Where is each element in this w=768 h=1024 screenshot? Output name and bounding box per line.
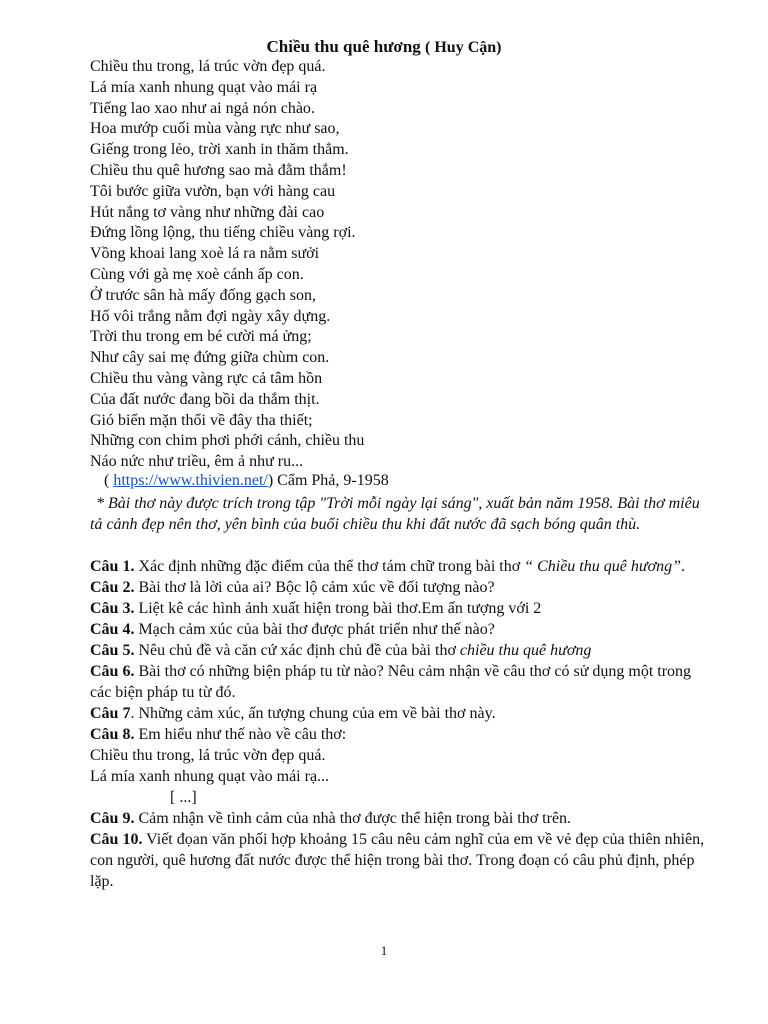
question-1 bbox=[90, 556, 712, 577]
question-tail: . bbox=[681, 558, 685, 575]
question-text: . Những cảm xúc, ấn tượng chung của em về bài thơ này. bbox=[130, 705, 496, 722]
poem-line: Chiều thu trong, lá trúc vờn đẹp quá. bbox=[90, 58, 326, 75]
question-number: Câu 4. bbox=[90, 621, 135, 638]
poem-line: Tiếng lao xao như ai ngả nón chào. bbox=[90, 99, 315, 117]
question-number: Câu 2. bbox=[90, 579, 135, 596]
question-7 bbox=[90, 703, 712, 724]
question-4 bbox=[90, 619, 712, 640]
poem-line: Chiều thu vàng vàng rực cả tâm hồn bbox=[90, 369, 323, 387]
quoted-verse-line: Chiều thu trong, lá trúc vờn đẹp quá. bbox=[90, 747, 326, 764]
question-text: Em hiểu như thế nào về câu thơ: bbox=[134, 726, 347, 743]
poem-title: Chiều thu quê hương bbox=[266, 37, 421, 56]
question-number: Câu 5. bbox=[90, 642, 135, 659]
poem-line: Hoa mướp cuối mùa vàng rực như sao, bbox=[90, 120, 340, 138]
source-paren-open: ( bbox=[104, 472, 110, 489]
question-number: Câu 6. bbox=[90, 663, 135, 680]
question-text: Bài thơ là lời của ai? Bộc lộ cảm xúc về đối tượng nào? bbox=[134, 579, 495, 596]
poem-line: Trời thu trong em bé cười má ửng; bbox=[90, 328, 312, 346]
question-number: Câu 3. bbox=[90, 600, 135, 617]
poem-line: Như cây sai mẹ đứng giữa chùm con. bbox=[90, 349, 330, 367]
question-text: Viết đọan văn phối hợp khoảng 15 câu nêu cảm nghĩ của em về vẻ đẹp của thiên nhiên, con người, quê hương đất nước được thể hiện trong bài thơ. Trong đoạn có câu phủ định, phép lặp. bbox=[90, 831, 705, 890]
question-number: Câu 1. bbox=[90, 558, 135, 575]
poem-line: Những con chim phơi phới cánh, chiều thu bbox=[90, 432, 365, 450]
poem-line: Của đất nước đang bồi da thắm thịt. bbox=[90, 390, 320, 408]
poem-author: ( Huy Cận) bbox=[425, 39, 502, 56]
poem-line: Chiều thu quê hương sao mà đằm thắm! bbox=[90, 161, 347, 179]
question-emphasis: “ Chiều thu quê hương” bbox=[524, 558, 681, 575]
poem-body bbox=[90, 57, 364, 473]
page-number: 1 bbox=[380, 943, 388, 958]
question-text: Cảm nhận về tình cảm của nhà thơ được thể hiện trong bài thơ trên. bbox=[134, 810, 572, 827]
poem-source bbox=[90, 470, 389, 491]
question-number: Câu 7 bbox=[90, 705, 131, 722]
question-number: Câu 8. bbox=[90, 726, 135, 743]
poem-line: Gió biển mặn thổi về đây tha thiết; bbox=[90, 411, 313, 429]
question-8 bbox=[90, 724, 712, 745]
question-3 bbox=[90, 598, 712, 619]
poem-line: Náo nức như triều, êm ả như ru... bbox=[90, 453, 304, 471]
question-6 bbox=[90, 661, 712, 703]
question-text: Xác định những đặc điểm của thể thơ tám chữ trong bài thơ bbox=[134, 558, 525, 575]
question-9 bbox=[90, 808, 712, 829]
page-title bbox=[0, 37, 768, 58]
poem-line: Tôi bước giữa vườn, bạn với hàng cau bbox=[90, 182, 336, 200]
poem-line: Vồng khoai lang xoè lá ra nằm sưởi bbox=[90, 245, 320, 263]
poem-note bbox=[90, 493, 710, 535]
poem-line: Giếng trong lẻo, trời xanh in thăm thẳm. bbox=[90, 141, 349, 159]
question-text: Nêu chủ đề và căn cứ xác định chủ đề của bài thơ bbox=[134, 642, 460, 659]
question-2 bbox=[90, 577, 712, 598]
question-5 bbox=[90, 640, 712, 661]
question-10 bbox=[90, 829, 712, 892]
question-text: Bài thơ có những biện pháp tu từ nào? Nêu cảm nhận về câu thơ có sử dụng một trong các biện pháp tu từ đó. bbox=[90, 663, 692, 701]
poem-line: Đứng lồng lộng, thu tiếng chiều vàng rợi. bbox=[90, 224, 356, 242]
question-emphasis: chiều thu quê hương bbox=[459, 642, 592, 659]
poem-line: Hố vôi trắng nằm đợi ngày xây dựng. bbox=[90, 307, 331, 325]
question-number: Câu 10. bbox=[90, 831, 143, 848]
source-link[interactable]: https://www.thivien.net/ bbox=[113, 472, 268, 489]
omission-marker: [ ...] bbox=[170, 789, 197, 806]
question-number: Câu 9. bbox=[90, 810, 135, 827]
question-text: Mạch cảm xúc của bài thơ được phát triển như thế nào? bbox=[134, 621, 495, 638]
note-text: * Bài thơ này được trích trong tập "Trời mỗi ngày lại sáng", xuất bản năm 1958. Bài thơ miêu tả cảnh đẹp nên thơ, yên bình của buổi chiều thu khi đất nước đã sạch bóng quân thù. bbox=[90, 495, 700, 533]
poem-line: Hút nắng tơ vàng như những đài cao bbox=[90, 203, 325, 221]
quoted-verse-line: Lá mía xanh nhung quạt vào mái rạ... bbox=[90, 768, 330, 785]
poem-line: Ở trước sân hà mấy đống gạch son, bbox=[90, 286, 316, 304]
source-place-date: ) Cẩm Phả, 9-1958 bbox=[267, 472, 389, 489]
question-text: Liệt kê các hình ảnh xuất hiện trong bài thơ.Em ấn tượng với 2 bbox=[134, 600, 542, 617]
poem-line: Lá mía xanh nhung quạt vào mái rạ bbox=[90, 78, 318, 96]
poem-line: Cùng với gà mẹ xoè cánh ấp con. bbox=[90, 265, 304, 283]
question-list bbox=[90, 556, 712, 892]
